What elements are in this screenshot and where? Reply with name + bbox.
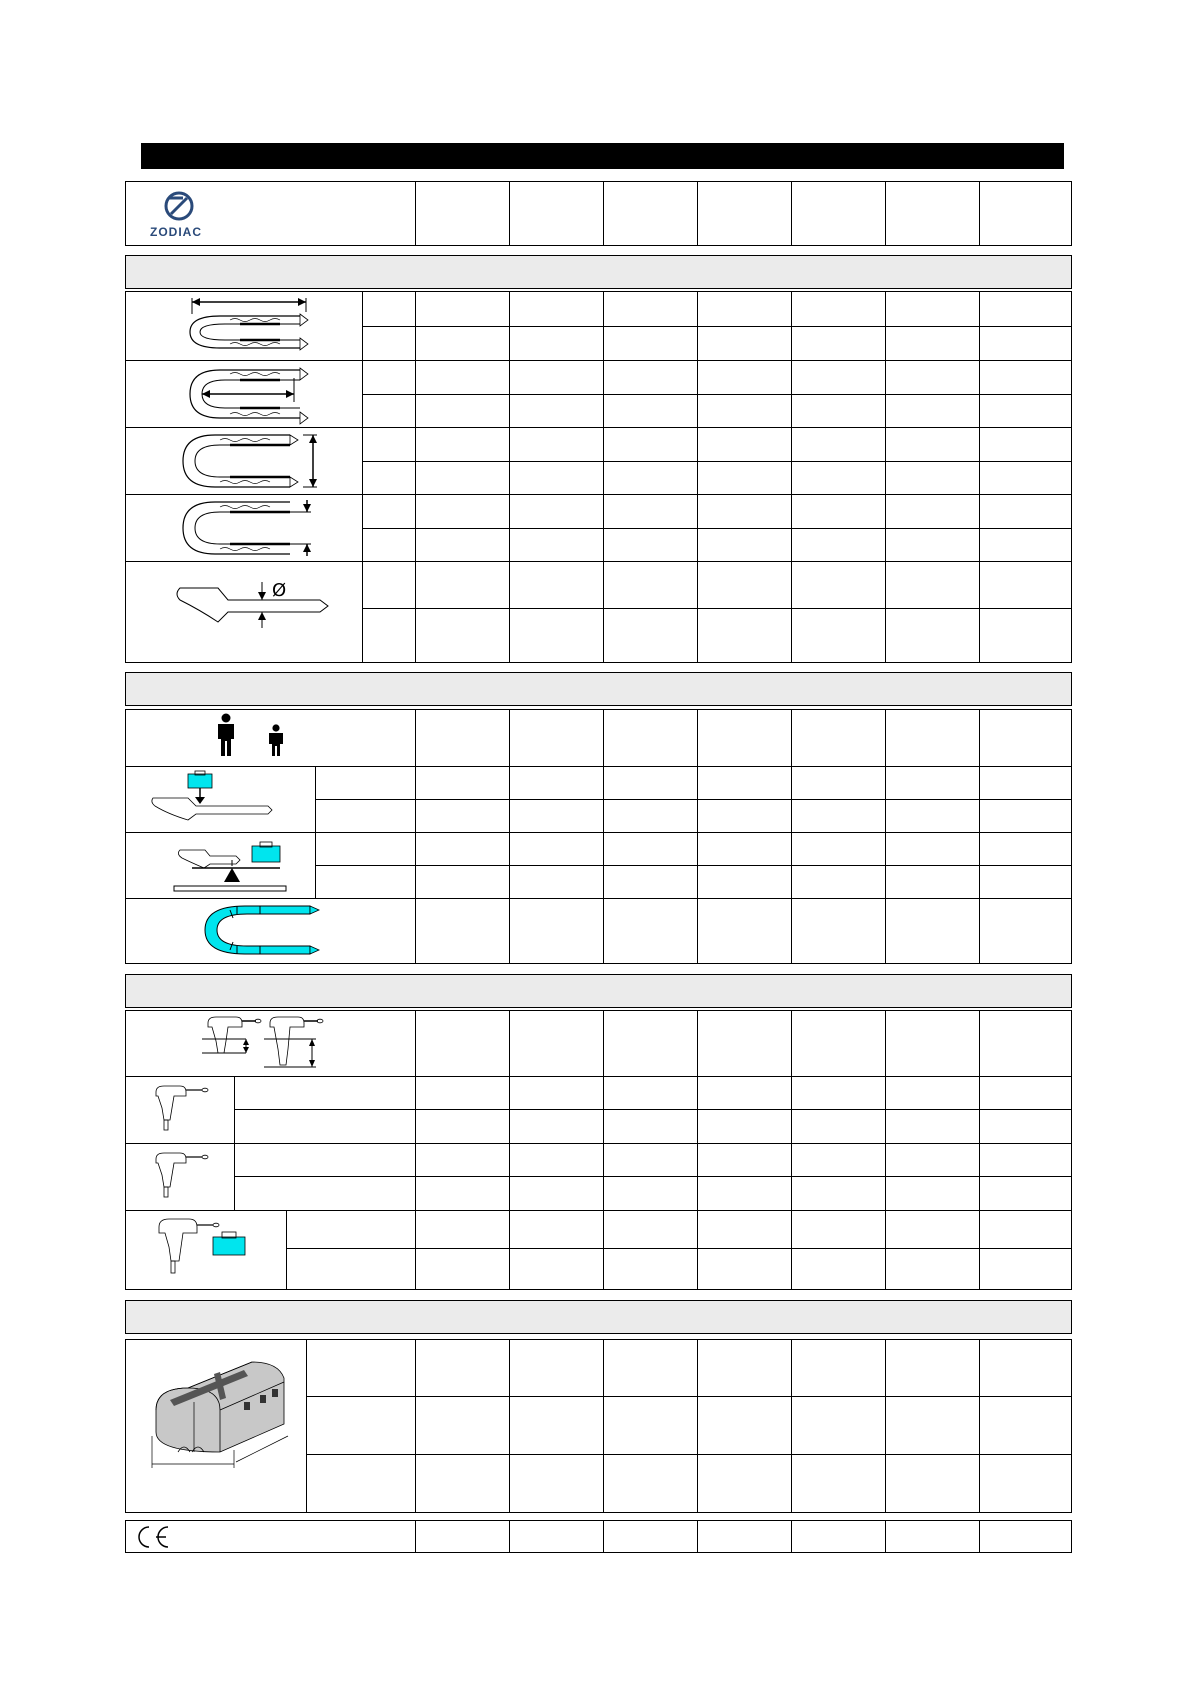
diameter-symbol: Ø: [272, 580, 287, 601]
ce-row: [125, 1520, 1072, 1553]
section-dimensions-header: [125, 255, 1072, 289]
boat-volume-icon: [195, 902, 335, 958]
engine-weight-icon: [155, 1213, 265, 1285]
section-packed-header: [125, 1300, 1072, 1334]
child-person-icon: [267, 724, 285, 757]
boat-inside-width-icon: [175, 496, 335, 560]
zodiac-logo-icon: [157, 190, 201, 222]
ce-mark-icon: [132, 1524, 172, 1550]
boat-weight-icon: [170, 836, 295, 894]
title-bar: [141, 143, 1064, 169]
max-load-icon: [150, 770, 275, 826]
section-capacity-header: [125, 672, 1072, 706]
tube-diameter-icon: [170, 580, 330, 630]
header-row: [125, 181, 1072, 246]
boat-inside-length-icon: [180, 362, 330, 426]
shaft-length-icon: [200, 1013, 330, 1073]
zodiac-logo-text: ZODIAC: [150, 225, 202, 239]
engine-power-min-icon: [150, 1080, 230, 1140]
section-engine-header: [125, 974, 1072, 1008]
engine-power-max-icon: [150, 1147, 230, 1207]
adult-person-icon: [215, 713, 237, 757]
boat-overall-width-icon: [175, 429, 335, 493]
boat-overall-length-icon: [180, 294, 330, 358]
packed-bag-icon: [148, 1352, 293, 1472]
